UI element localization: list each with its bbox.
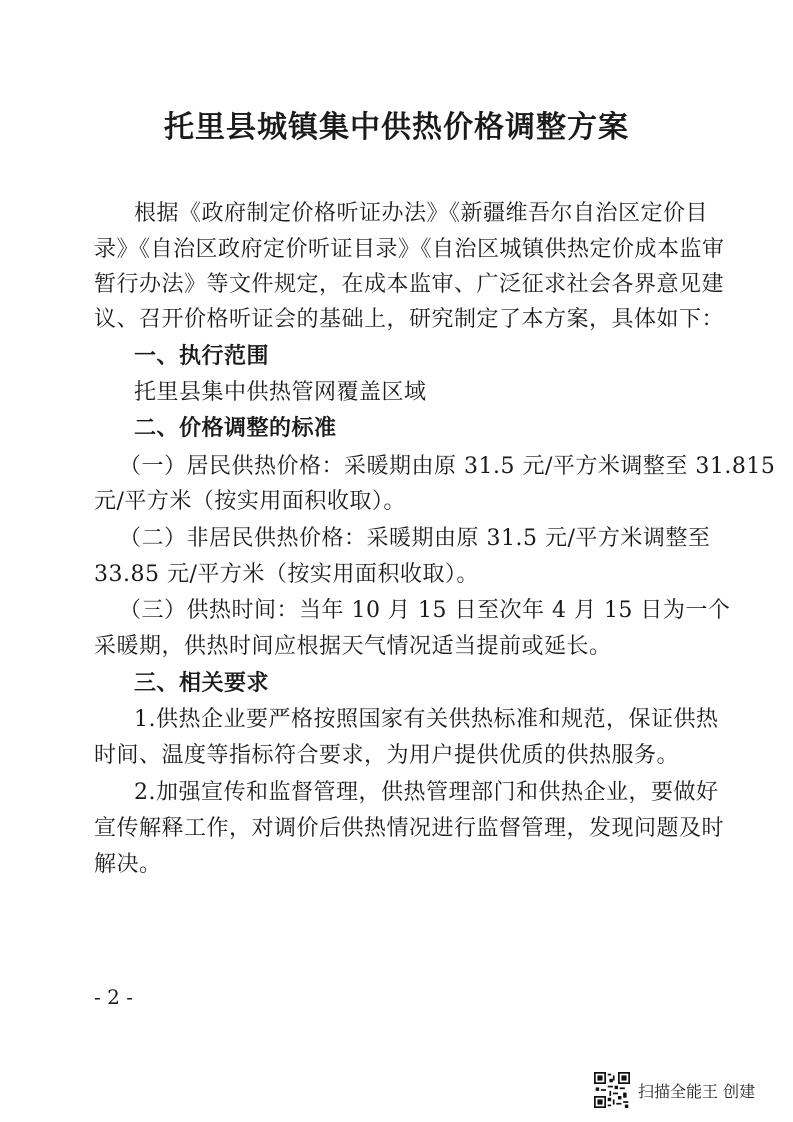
scope-text: 托里县集中供热管网覆盖区域 [134,380,427,405]
page-number: - 2 - [94,985,133,1009]
requirement-2-line-1: 2.加强宣传和监督管理，供热管理部门和供热企业，要做好 [134,780,719,805]
document-title: 托里县城镇集中供热价格调整方案 [164,110,629,145]
section-heading-requirements: 三、相关要求 [134,671,270,696]
scanner-watermark [594,1070,755,1110]
requirement-2-line-2: 宣传解释工作，对调价后供热情况进行监督管理，发现问题及时 [94,816,725,841]
requirement-1-line-1: 1.供热企业要严格按照国家有关供热标准和规范，保证供热 [134,707,719,732]
heating-period-line-1: （三）供热时间：当年 10 月 15 日至次年 4 月 15 日为一个 [119,598,731,623]
qr-code-icon [594,1072,630,1108]
requirement-1-line-2: 时间、温度等指标符合要求，为用户提供优质的供热服务。 [94,743,680,768]
residential-price-line-1: （一）居民供热价格：采暖期由原 31.5 元/平方米调整至 31.815 [119,454,776,479]
paragraph-intro-line-1: 根据《政府制定价格听证办法》《新疆维吾尔自治区定价目 [134,201,709,226]
paragraph-intro-line-2: 录》《自治区政府定价听证目录》《自治区城镇供热定价成本监审 [94,237,725,262]
watermark-text: 扫描全能王 创建 [638,1081,756,1101]
heating-period-line-2: 采暖期，供热时间应根据天气情况适当提前或延长。 [94,634,612,659]
residential-price-line-2: 元/平方米（按实用面积收取）。 [94,489,406,514]
requirement-2-line-3: 解决。 [94,852,162,877]
section-heading-standard: 二、价格调整的标准 [134,416,337,441]
paragraph-intro-line-3: 暂行办法》等文件规定，在成本监审、广泛征求社会各界意见建 [94,272,725,297]
nonresidential-price-line-1: （二）非居民供热价格：采暖期由原 31.5 元/平方米调整至 [119,526,711,551]
nonresidential-price-line-2: 33.85 元/平方米（按实用面积收取）。 [94,562,479,587]
section-heading-scope: 一、执行范围 [134,344,270,369]
paragraph-intro-line-4: 议、召开价格听证会的基础上，研究制定了本方案，具体如下： [94,307,725,332]
